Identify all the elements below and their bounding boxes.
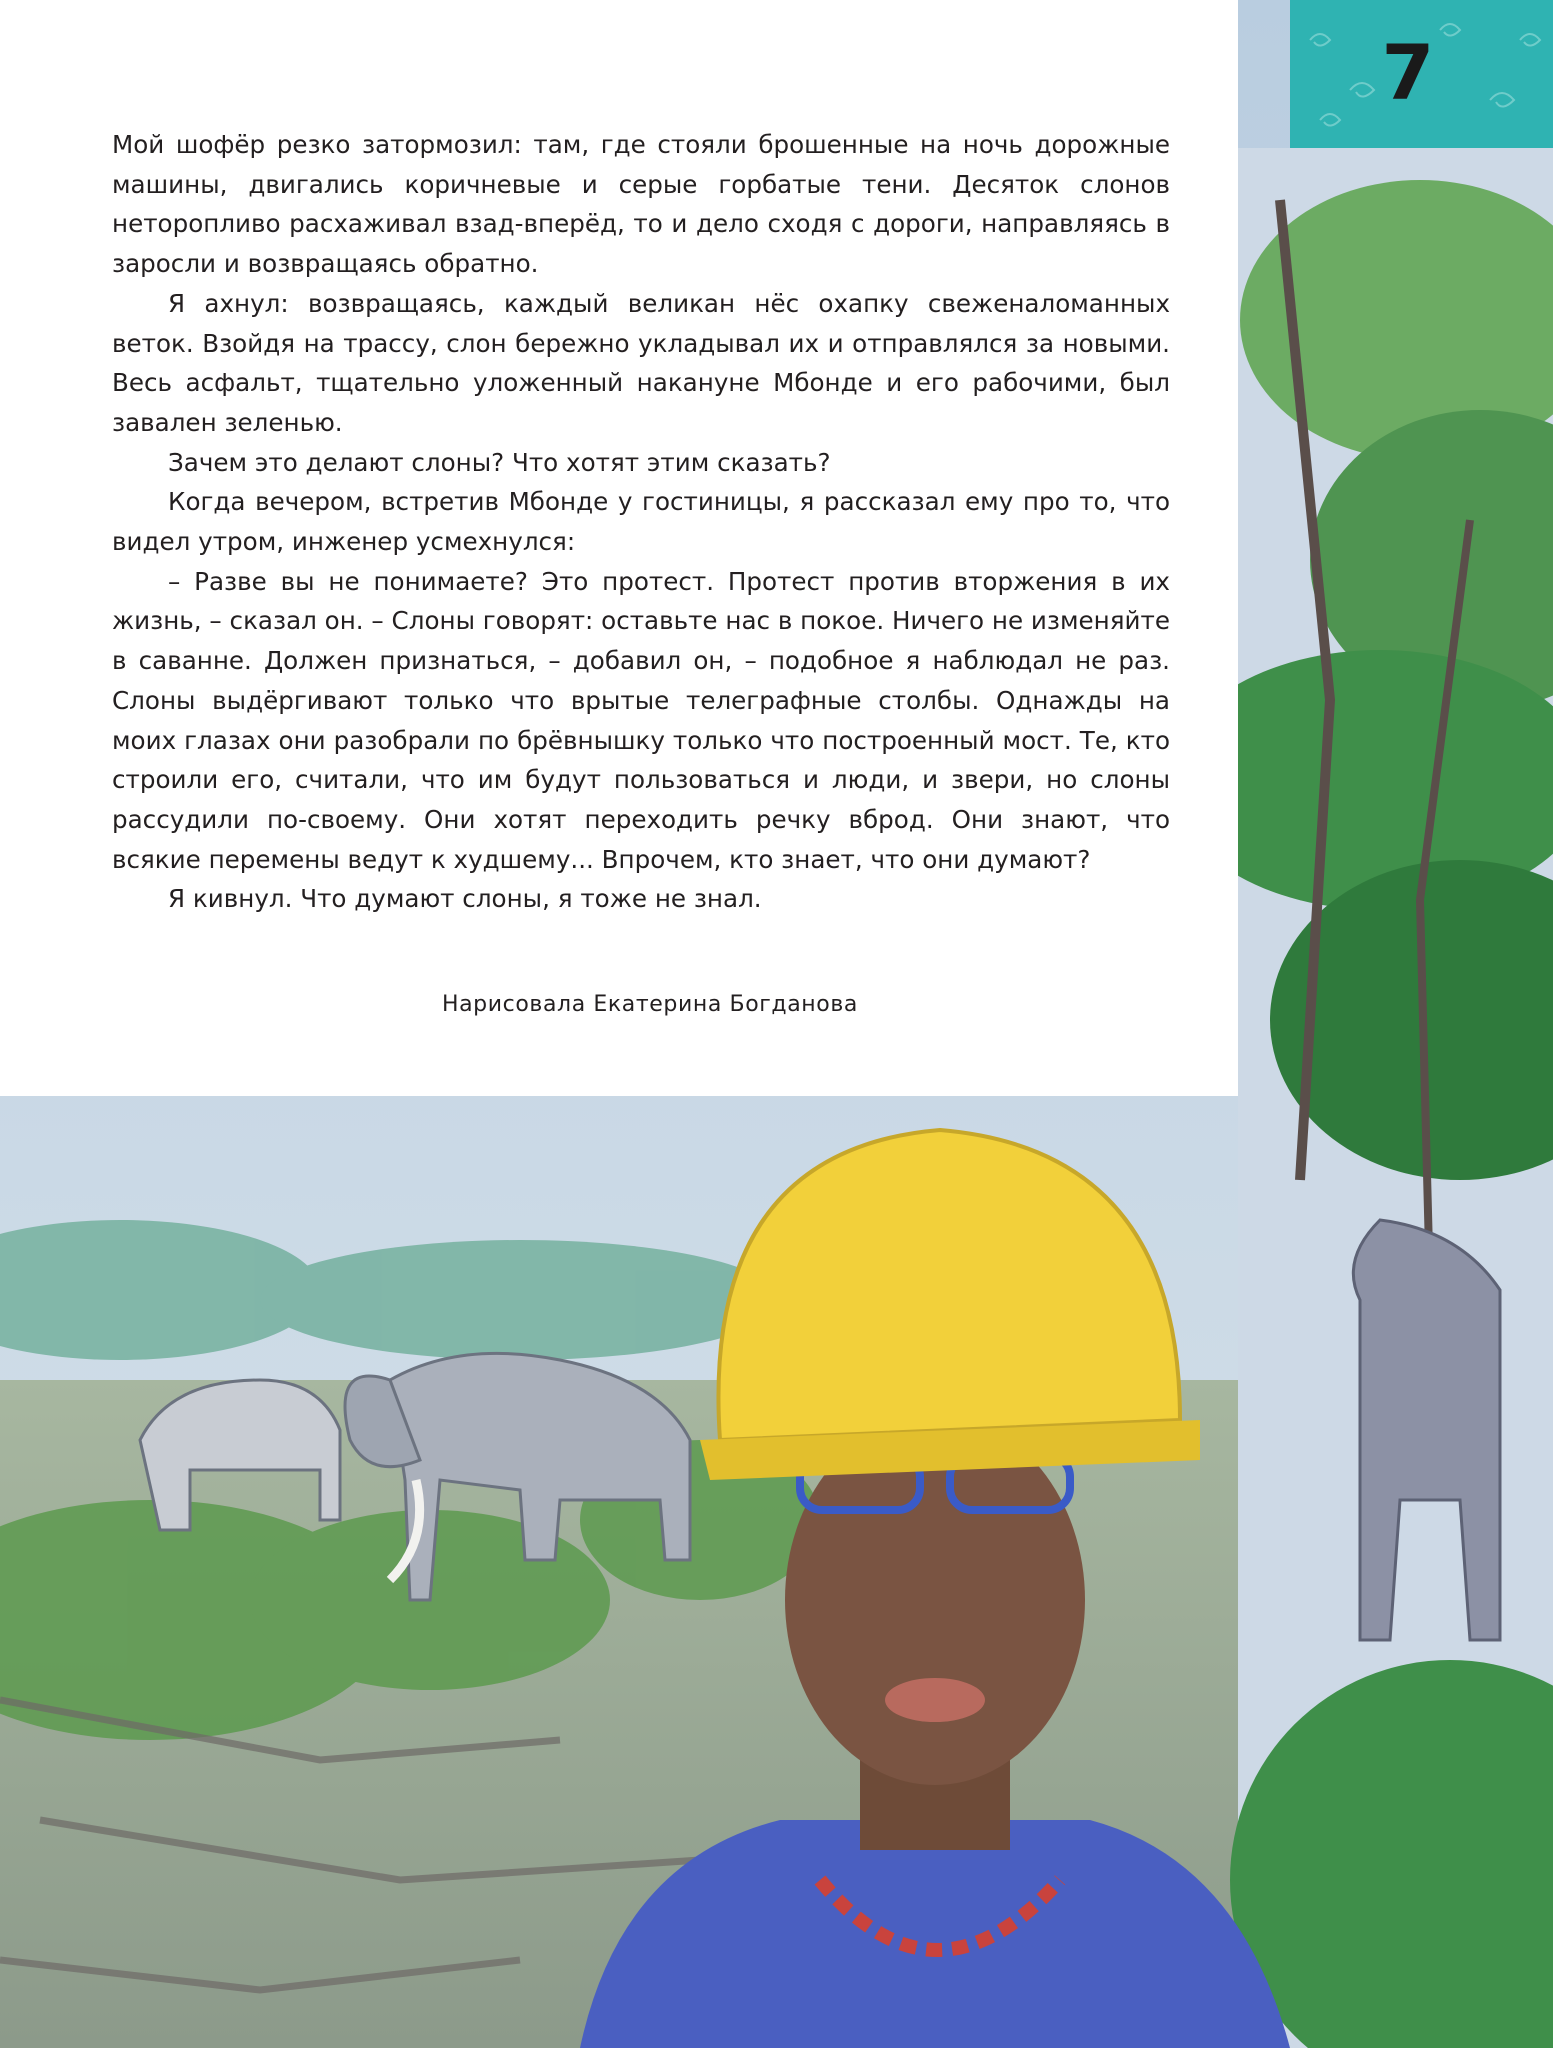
story-paragraph: Мой шофёр резко затормозил: там, где стояли брошенные на ночь дорожные машины, двигались коричневые и серые горбатые тени. Десяток слонов неторопливо расхаживал взад-вперёд, то и дело сходя с дороги, направляясь в заросли и возвращаясь обратно.	[112, 130, 1170, 279]
story-paragraph: – Разве вы не понимаете? Это протест. Протест против вторжения в их жизнь, – сказал он. – Слоны говорят: оставьте нас в покое. Ничего не изменяйте в саванне. Должен признаться, – добавил он, – подобное я наблюдал не раз. Слоны выдёргивают только что врытые телеграфные столбы. Однажды на моих глазах они разобрали по брёвнышку только что построенный мост. Те, кто строили его, считали, что им будут пользоваться и люди, и звери, но слоны рассудили по-своему. Они хотят переходить речку вброд. Они знают, что всякие перемены ведут к худшему... Впрочем, кто знает, что они думают?	[112, 566, 1170, 874]
illustrator-credit: Нарисовала Екатерина Богданова	[441, 992, 858, 1017]
page-number: 7	[1381, 28, 1435, 117]
story-paragraph: Зачем это делают слоны? Что хотят этим сказать?	[168, 447, 831, 477]
story-paragraph: Я кивнул. Что думают слоны, я тоже не знал.	[168, 884, 762, 914]
story-text	[112, 125, 1170, 919]
story-paragraph: Когда вечером, встретив Мбонде у гостиницы, я рассказал ему про то, что видел утром, инженер усмехнулся:	[112, 487, 1170, 557]
text-panel	[0, 0, 1238, 1096]
story-paragraph: Я ахнул: возвращаясь, каждый великан нёс охапку свеженаломанных веток. Взойдя на трассу, слон бережно укладывал их и отправлялся за новыми. Весь асфальт, тщательно уложенный накануне Мбонде и его рабочими, был завален зеленью.	[112, 288, 1170, 437]
